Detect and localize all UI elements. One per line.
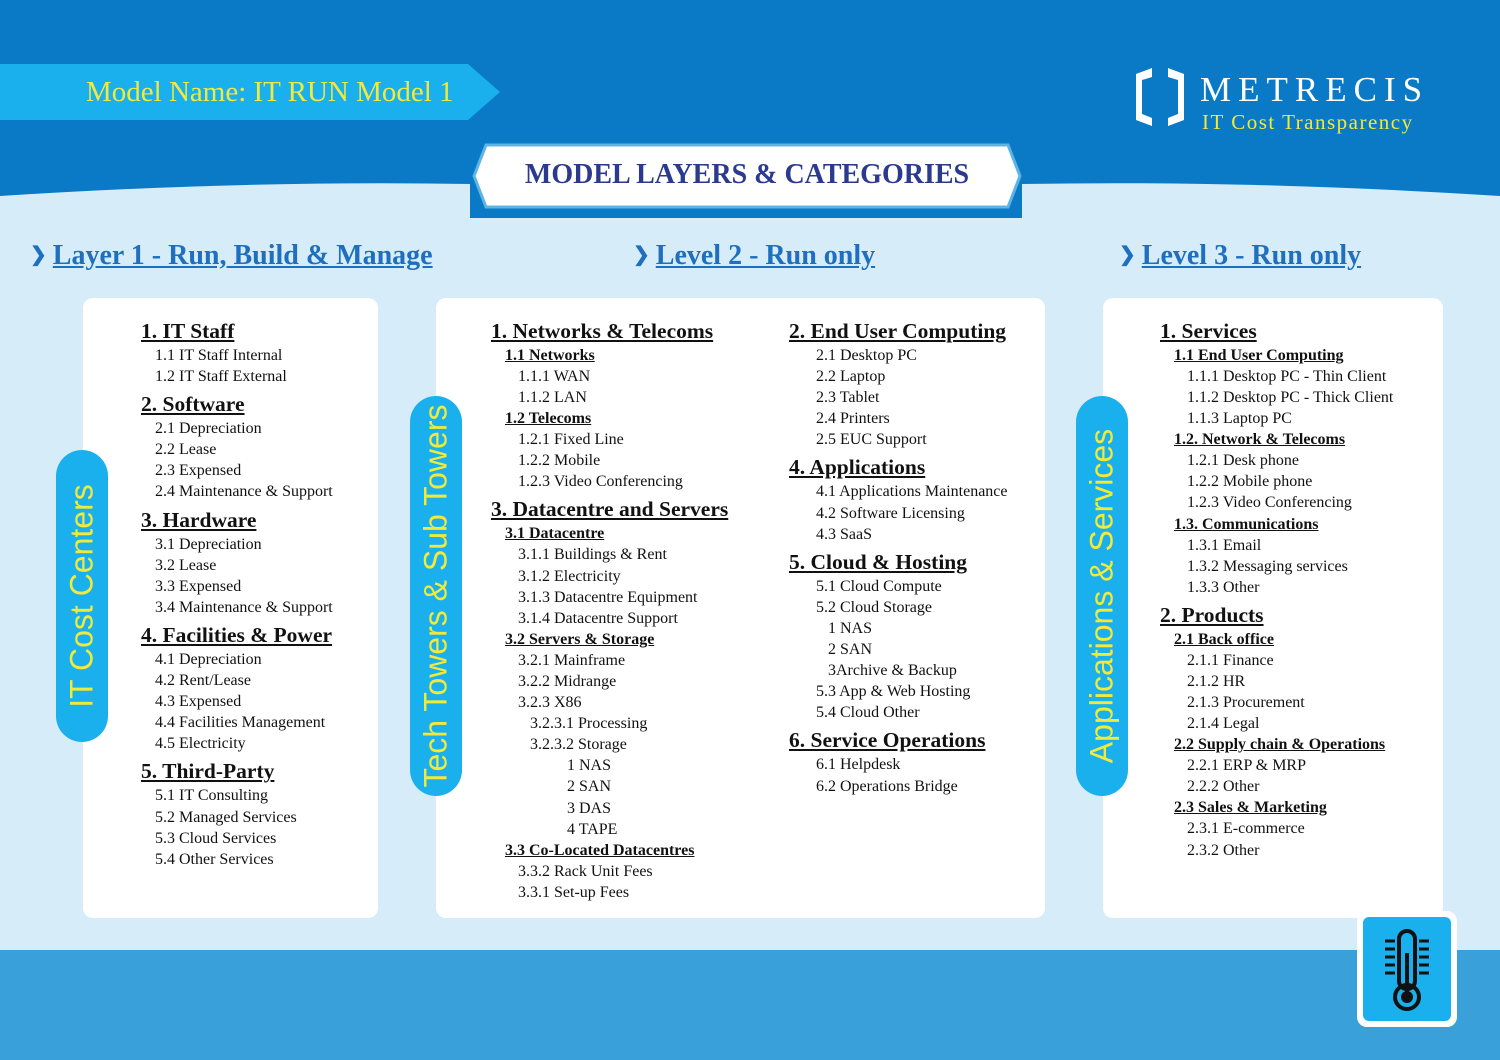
category-item: 5.1 Cloud Compute	[816, 577, 942, 595]
category-item: 2.2 Laptop	[816, 368, 886, 386]
thermometer-icon	[1363, 917, 1451, 1021]
category-item: 3.2 Lease	[155, 556, 217, 574]
title-box	[472, 143, 1022, 209]
logo-wordmark: METRECIS	[1200, 70, 1430, 109]
category-group	[789, 727, 1008, 796]
subcategory-heading: 3.1 Datacentre	[505, 525, 605, 543]
category-heading: 5. Cloud & Hosting	[789, 549, 968, 574]
subcategory-heading: 2.2 Supply chain & Operations	[1174, 736, 1386, 754]
category-group	[789, 549, 1008, 724]
category-item: 4.1 Applications Maintenance	[816, 483, 1008, 501]
category-heading: 2. End User Computing	[789, 319, 1007, 343]
category-item: 2 SAN	[567, 778, 612, 796]
tech-towers-label: Tech Towers & Sub Towers	[417, 404, 454, 788]
category-item: 3.1.3 Datacentre Equipment	[518, 588, 698, 606]
shield-logo-icon	[1132, 68, 1188, 128]
category-item: 6.1 Helpdesk	[816, 756, 901, 774]
category-heading: 3. Hardware	[141, 507, 257, 532]
category-item: 6.2 Operations Bridge	[816, 777, 958, 795]
category-item: 2.1.1 Finance	[1187, 651, 1274, 669]
category-item: 3.3.1 Set-up Fees	[518, 883, 630, 901]
category-item: 1.3.3 Other	[1187, 578, 1260, 596]
subcategory-heading: 2.3 Sales & Marketing	[1174, 799, 1327, 817]
subcategory-heading: 1.1 End User Computing	[1174, 347, 1344, 364]
category-item: 2.3.2 Other	[1187, 841, 1260, 859]
subcategory-heading: 1.2. Network & Telecoms	[1174, 431, 1346, 449]
layer3-heading-text: Level 3 - Run only	[1141, 240, 1362, 271]
layer2-heading-text: Level 2 - Run only	[655, 240, 876, 271]
category-item: 4.3 Expensed	[155, 693, 242, 711]
category-item: 3.2.1 Mainframe	[518, 651, 626, 669]
category-item: 2.5 EUC Support	[816, 431, 927, 449]
tech-towers-tab[interactable]	[410, 396, 462, 796]
category-item: 1.2.1 Desk phone	[1187, 452, 1299, 470]
category-group	[141, 391, 333, 502]
category-group	[491, 496, 728, 902]
category-item: 1.3.1 Email	[1187, 536, 1262, 554]
applications-services-label: Applications & Services	[1083, 428, 1120, 764]
category-item: 3.1.2 Electricity	[518, 567, 621, 585]
thermometer-button[interactable]	[1357, 911, 1457, 1027]
category-item: 1.2.2 Mobile phone	[1187, 473, 1313, 491]
category-item: 3.4 Maintenance & Support	[155, 598, 333, 616]
it-cost-centers-tab[interactable]	[56, 450, 108, 742]
category-item: 1.1.1 Desktop PC - Thin Client	[1187, 368, 1387, 385]
category-item: 4.2 Rent/Lease	[155, 672, 251, 690]
category-item: 3.2.3 X86	[518, 694, 582, 712]
category-item: 3.1.1 Buildings & Rent	[518, 546, 667, 564]
applications-services-tab[interactable]	[1076, 396, 1128, 796]
logo-tagline: IT Cost Transparency	[1202, 110, 1414, 134]
category-item: 1.2.3 Video Conferencing	[1187, 494, 1352, 512]
category-item: 1.1.2 LAN	[518, 389, 587, 407]
layer1-category-list	[141, 318, 333, 874]
category-item: 5.3 App & Web Hosting	[816, 683, 971, 701]
category-group	[1160, 318, 1393, 598]
category-heading: 2. Products	[1160, 602, 1264, 627]
page-title: MODEL LAYERS & CATEGORIES	[524, 159, 970, 190]
category-item: 3.2.2 Midrange	[518, 672, 617, 690]
category-heading: 1. Services	[1160, 319, 1257, 343]
layer3-category-list	[1160, 318, 1393, 865]
category-item: 3.2.3.1 Processing	[530, 715, 648, 733]
layer2-heading[interactable]	[633, 240, 875, 272]
category-item: 1.1 IT Staff Internal	[155, 347, 283, 364]
category-item: 4.3 SaaS	[816, 525, 872, 543]
category-group	[789, 318, 1008, 450]
category-item: 2.1.4 Legal	[1187, 715, 1260, 733]
category-heading: 4. Facilities & Power	[141, 622, 333, 647]
model-name: Model Name: IT RUN Model 1	[86, 76, 454, 108]
model-name-banner	[0, 64, 500, 120]
layer1-heading[interactable]	[30, 240, 433, 272]
category-item: 2.1.2 HR	[1187, 672, 1246, 690]
category-item: 1.2.1 Fixed Line	[518, 431, 624, 449]
layer3-heading[interactable]	[1119, 240, 1361, 272]
category-item: 2.1 Depreciation	[155, 420, 262, 438]
category-item: 5.4 Other Services	[155, 850, 274, 868]
category-item: 4.1 Depreciation	[155, 650, 262, 668]
category-item: 2.1.3 Procurement	[1187, 694, 1305, 712]
category-item: 1 NAS	[567, 757, 612, 775]
category-item: 4.4 Facilities Management	[155, 714, 326, 732]
footer-band	[0, 950, 1500, 1060]
category-item: 2.2.1 ERP & MRP	[1187, 757, 1306, 775]
category-item: 3.3 Expensed	[155, 577, 242, 595]
category-item: 3.2.3.2 Storage	[530, 736, 627, 754]
category-group	[789, 454, 1008, 544]
category-heading: 3. Datacentre and Servers	[491, 497, 729, 522]
category-item: 1.1.1 WAN	[518, 368, 591, 385]
category-item: 5.4 Cloud Other	[816, 704, 920, 722]
category-item: 2.2.2 Other	[1187, 778, 1260, 796]
category-item: 2.3 Tablet	[816, 389, 880, 407]
layer2-category-list-right	[789, 318, 1008, 801]
subcategory-heading: 3.3 Co-Located Datacentres	[505, 841, 695, 859]
category-group	[141, 622, 333, 754]
category-heading: 5. Third-Party	[141, 759, 275, 784]
category-group	[141, 318, 333, 387]
category-item: 3.1 Depreciation	[155, 535, 262, 553]
metrecis-logo[interactable]	[1132, 62, 1452, 142]
category-heading: 4. Applications	[789, 455, 926, 480]
category-item: 1 NAS	[828, 619, 873, 637]
category-item: 1.2.2 Mobile	[518, 452, 601, 470]
chevron-right-icon: ❯	[1119, 244, 1136, 266]
category-item: 1.3.2 Messaging services	[1187, 557, 1348, 575]
category-item: 2.3 Expensed	[155, 462, 242, 480]
subcategory-heading: 2.1 Back office	[1174, 630, 1274, 648]
category-item: 1.2 IT Staff External	[155, 368, 287, 386]
subcategory-heading: 1.3. Communications	[1174, 515, 1319, 533]
category-item: 3 DAS	[567, 799, 612, 817]
category-item: 3.1.4 Datacentre Support	[518, 609, 678, 627]
category-group	[491, 318, 728, 492]
category-item: 2.4 Printers	[816, 410, 890, 428]
category-heading: 1. IT Staff	[141, 319, 235, 343]
category-item: 1.1.3 Laptop PC	[1187, 410, 1292, 428]
layer2-category-list-left	[491, 318, 728, 907]
chevron-right-icon: ❯	[30, 244, 47, 266]
category-item: 5.2 Managed Services	[155, 808, 297, 826]
category-heading: 1. Networks & Telecoms	[491, 319, 714, 343]
subcategory-heading: 3.2 Servers & Storage	[505, 630, 655, 648]
subcategory-heading: 1.2 Telecoms	[505, 410, 592, 428]
category-heading: 6. Service Operations	[789, 728, 986, 753]
category-heading: 2. Software	[141, 392, 245, 417]
category-item: 5.3 Cloud Services	[155, 829, 277, 847]
category-item: 2.4 Maintenance & Support	[155, 483, 333, 501]
category-item: 5.2 Cloud Storage	[816, 598, 932, 616]
it-cost-centers-label: IT Cost Centers	[63, 484, 100, 708]
category-item: 1.2.3 Video Conferencing	[518, 473, 683, 491]
category-item: 2.2 Lease	[155, 441, 217, 459]
category-item: 2.1 Desktop PC	[816, 347, 917, 364]
category-item: 2.3.1 E-commerce	[1187, 820, 1305, 838]
category-item: 5.1 IT Consulting	[155, 787, 269, 805]
subcategory-heading: 1.1 Networks	[505, 347, 595, 364]
category-item: 4 TAPE	[567, 820, 618, 838]
category-item: 2 SAN	[828, 641, 873, 659]
chevron-right-icon: ❯	[633, 244, 650, 266]
layer1-heading-text: Layer 1 - Run, Build & Manage	[52, 240, 433, 271]
category-item: 4.5 Electricity	[155, 735, 246, 753]
category-item: 3Archive & Backup	[828, 662, 957, 680]
category-group	[141, 758, 333, 869]
category-group	[1160, 602, 1393, 861]
category-item: 3.3.2 Rack Unit Fees	[518, 862, 653, 880]
category-group	[141, 507, 333, 618]
category-item: 4.2 Software Licensing	[816, 504, 965, 522]
category-item: 1.1.2 Desktop PC - Thick Client	[1187, 389, 1394, 407]
